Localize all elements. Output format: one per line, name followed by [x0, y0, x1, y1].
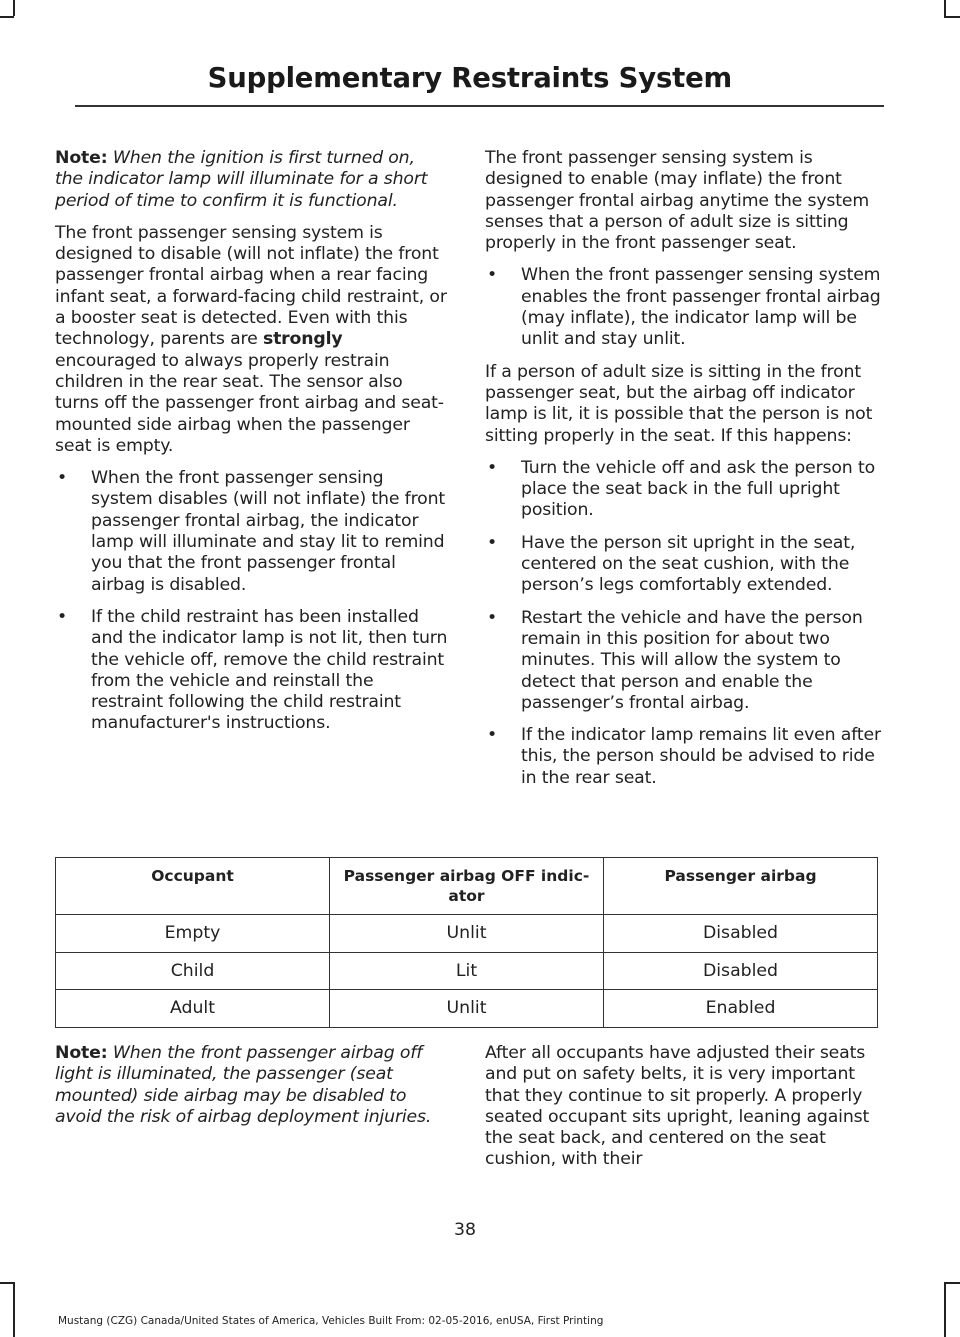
- bullet-icon: •: [57, 468, 68, 489]
- table-cell: Child: [56, 952, 330, 990]
- bullet-icon: •: [487, 265, 498, 286]
- table-cell: Disabled: [604, 915, 878, 953]
- right-column: [485, 148, 881, 800]
- note-text: When the front passenger airbag off light is illuminated, the passenger (seat mounted) side airbag may be disabled to avoid the risk of airbag deployment injuries.: [55, 1043, 432, 1127]
- emphasis-strongly: strongly: [262, 329, 343, 350]
- column-header-airbag: Passenger airbag: [604, 858, 878, 915]
- crop-mark-top-left: [13, 0, 15, 16]
- table-cell: Enabled: [604, 990, 878, 1028]
- page-number: 38: [454, 1220, 476, 1240]
- list-item: [485, 725, 881, 789]
- list-item-text: If the indicator lamp remains lit even after this, the person should be advised to ride in the rear seat.: [521, 725, 881, 788]
- list-item: [485, 533, 881, 597]
- list-item-text: If the child restraint has been installed and the indicator lamp is not lit, then turn the vehicle off, remove the child restraint from the vehicle and reinstall the restraint following the child restraint manufacturer's instructions.: [91, 606, 448, 734]
- list-item-text: Have the person sit upright in the seat, centered on the seat cushion, with the person’s legs comfortably extended.: [521, 532, 856, 596]
- body-paragraph: If a person of adult size is sitting in the front passenger seat, but the airbag off indicator lamp is lit, it is possible that the person is not sitting properly in the seat. If this happens:: [485, 361, 873, 446]
- note-paragraph: [55, 1043, 448, 1128]
- bullet-list: [485, 265, 881, 350]
- note-paragraph: [55, 148, 448, 212]
- crop-mark-bottom-right-h: [944, 1282, 960, 1284]
- list-item: [485, 608, 881, 714]
- list-item: [55, 468, 448, 596]
- body-paragraph: After all occupants have adjusted their seats and put on safety belts, it is very important that they continue to sit properly. A properly seated occupant sits upright, leaning against the seat back, and centered on the seat cushion, with their: [485, 1043, 870, 1170]
- bullet-icon: •: [487, 607, 498, 628]
- table-cell: Lit: [330, 952, 604, 990]
- list-item: [485, 265, 881, 350]
- note-text: When the ignition is first turned on, the indicator lamp will illuminate for a short period of time to confirm it is functional.: [55, 148, 428, 211]
- table-row: [56, 990, 878, 1028]
- page-title: Supplementary Restraints System: [207, 62, 732, 94]
- crop-mark-top-left-h: [0, 16, 14, 18]
- footer-text: Mustang (CZG) Canada/United States of America, Vehicles Built From: 02-05-2016, enUSA, First Printing: [58, 1315, 604, 1327]
- table-cell: Empty: [56, 915, 330, 953]
- bullet-list: [55, 468, 448, 735]
- note-label: Note:: [55, 148, 108, 168]
- header-divider: [75, 105, 884, 107]
- list-item-text: When the front passenger sensing system disables (will not inflate) the front passenger frontal airbag, the indicator lamp will illuminate and stay lit to remind you that the front passenger frontal airbag is disabled.: [91, 468, 446, 595]
- bullet-icon: •: [487, 457, 498, 478]
- crop-mark-bottom-right: [944, 1282, 946, 1337]
- body-text-a: The front passenger sensing system is designed to disable (will not inflate) the front passenger frontal airbag when a rear facing infant seat, a forward-facing child restraint, or a booster seat is detected. Even with this technology, parents are: [55, 222, 447, 350]
- body-paragraph: The front passenger sensing system is designed to enable (may inflate) the front passenger frontal airbag anytime the system senses that a person of adult size is sitting properly in the front passenger seat.: [485, 148, 870, 254]
- note-label: Note:: [55, 1043, 108, 1063]
- table-row: [56, 952, 878, 990]
- table-cell: Disabled: [604, 952, 878, 990]
- bullet-icon: •: [487, 532, 498, 553]
- crop-mark-top-right-h: [944, 16, 960, 18]
- list-item-text: When the front passenger sensing system enables the front passenger frontal airbag (may inflate), the indicator lamp will be unlit and stay unlit.: [521, 265, 881, 350]
- left-column: [55, 148, 448, 746]
- bottom-right-column: [485, 1043, 881, 1182]
- column-header-occupant: Occupant: [56, 858, 330, 915]
- bottom-left-column: [55, 1043, 448, 1139]
- bullet-list: [485, 458, 881, 789]
- bullet-icon: •: [487, 725, 498, 746]
- list-item: [485, 458, 881, 522]
- occupant-status-table: [55, 857, 878, 1028]
- crop-mark-top-right: [944, 0, 946, 16]
- list-item-text: Turn the vehicle off and ask the person to place the seat back in the full upright position.: [521, 457, 875, 521]
- body-paragraph: [55, 223, 448, 457]
- crop-mark-bottom-left: [13, 1282, 15, 1337]
- table-row: [56, 915, 878, 953]
- table-cell: Unlit: [330, 915, 604, 953]
- table-header-row: [56, 858, 878, 915]
- list-item-text: Restart the vehicle and have the person remain in this position for about two minutes. This will allow the system to detect that person and enable the passenger’s frontal airbag.: [521, 607, 863, 713]
- bullet-icon: •: [57, 606, 68, 627]
- body-text-b: encouraged to always properly restrain children in the rear seat. The sensor also turns off the passenger front airbag and seat-mounted side airbag when the passenger seat is empty.: [55, 350, 444, 456]
- crop-mark-bottom-left-h: [0, 1282, 14, 1284]
- column-header-indicator: Passenger airbag OFF indic-ator: [330, 858, 604, 915]
- table-cell: Unlit: [330, 990, 604, 1028]
- table-cell: Adult: [56, 990, 330, 1028]
- list-item: [55, 607, 448, 735]
